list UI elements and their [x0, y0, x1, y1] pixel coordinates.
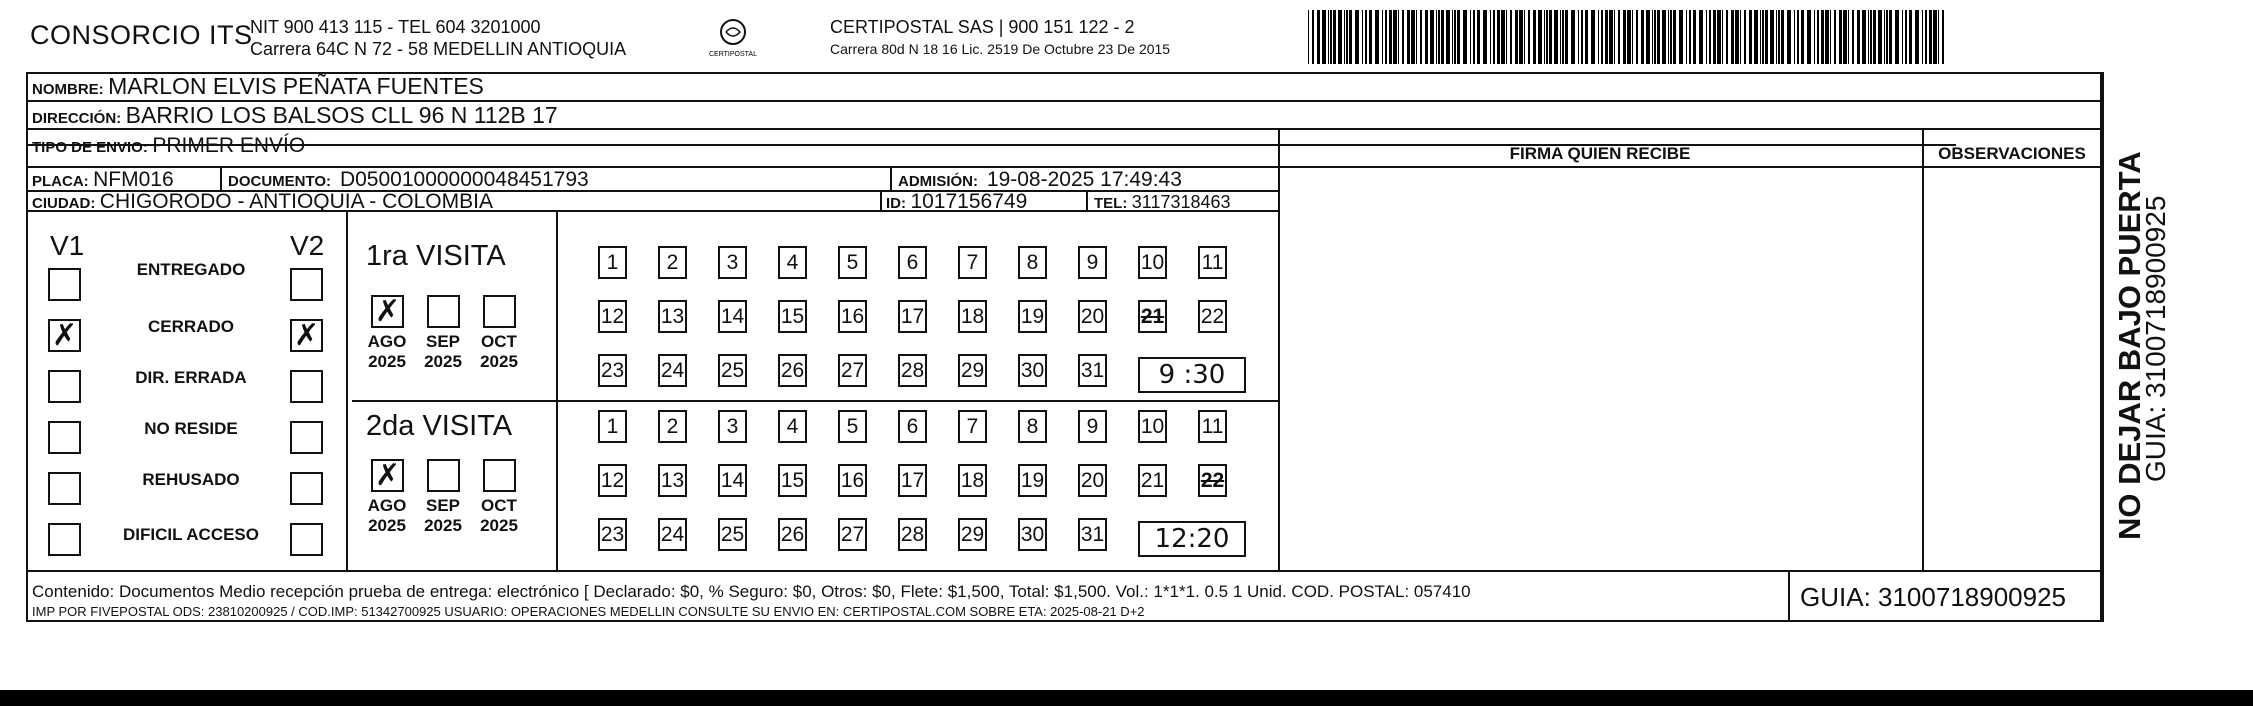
visit2-day-box[interactable]: 2 — [658, 410, 687, 443]
status-v2-checkbox[interactable] — [290, 523, 323, 556]
visit2-day-box[interactable]: 3 — [718, 410, 747, 443]
visit2-day-box[interactable]: 28 — [898, 518, 927, 551]
id-value: 1017156749 — [910, 190, 1028, 213]
month-name: AGO — [367, 496, 407, 515]
visit2-month-checkbox[interactable] — [371, 459, 404, 492]
visit2-day-box[interactable]: 9 — [1078, 410, 1107, 443]
visit2-day-box[interactable]: 27 — [838, 518, 867, 551]
tipo-value: PRIMER ENVÍO — [152, 134, 306, 157]
visit1-day-box[interactable]: 31 — [1078, 354, 1107, 387]
brand-name: CONSORCIO ITS — [30, 20, 253, 50]
status-label: NO RESIDE — [144, 419, 238, 438]
documento-field — [228, 168, 589, 192]
visit1-day-box[interactable]: 8 — [1018, 246, 1047, 279]
visit2-day-box[interactable]: 23 — [598, 518, 627, 551]
direccion-label: DIRECCIÓN: — [32, 110, 122, 127]
side-guia: GUIA: 3100718900925 — [2140, 195, 2171, 482]
visit2-day-box[interactable]: 31 — [1078, 518, 1107, 551]
admision-value: 19-08-2025 17:49:43 — [986, 168, 1182, 191]
admision-label: ADMISIÓN: — [898, 173, 978, 190]
company-address: Carrera 64C N 72 - 58 MEDELLIN ANTIOQUIA — [250, 39, 627, 59]
visit1-day-box[interactable]: 20 — [1078, 300, 1107, 333]
nombre-row — [32, 73, 484, 100]
tel-label: TEL: — [1094, 195, 1128, 212]
placa-field — [32, 168, 174, 192]
status-v1-checkbox[interactable] — [48, 421, 81, 454]
tel-field — [1094, 192, 1231, 213]
status-v2-checkbox[interactable] — [290, 268, 323, 301]
visit1-month-checkbox[interactable] — [483, 295, 516, 328]
visit1-day-box[interactable]: 1 — [598, 246, 627, 279]
visit2-month-label — [418, 496, 468, 536]
tipo-row — [32, 134, 305, 158]
visit1-day-box[interactable]: 21 — [1138, 300, 1167, 333]
visit1-day-box[interactable]: 2 — [658, 246, 687, 279]
check-mark: ✗ — [52, 318, 78, 353]
documento-value: D05001000000048451793 — [339, 168, 589, 191]
certipostal-license: Carrera 80d N 18 16 Lic. 2519 De Octubre 23 De 2015 — [830, 41, 1171, 57]
month-year: 2025 — [368, 352, 406, 371]
visit1-day-box[interactable]: 24 — [658, 354, 687, 387]
month-year: 2025 — [480, 516, 518, 535]
visit2-day-box[interactable]: 4 — [778, 410, 807, 443]
visit2-day-box[interactable]: 11 — [1198, 410, 1227, 443]
visit2-day-box[interactable]: 7 — [958, 410, 987, 443]
visit1-day-box[interactable]: 4 — [778, 246, 807, 279]
visit1-day-box[interactable]: 16 — [838, 300, 867, 333]
visit2-day-box[interactable]: 10 — [1138, 410, 1167, 443]
visit2-month-checkbox[interactable] — [427, 459, 460, 492]
logo-caption: CERTIPOSTAL — [709, 51, 757, 58]
visit1-day-box[interactable]: 28 — [898, 354, 927, 387]
v1-header: V1 — [50, 230, 85, 261]
status-v2-checkbox[interactable] — [290, 370, 323, 403]
check-mark: ✗ — [294, 318, 320, 353]
placa-label: PLACA: — [32, 173, 89, 190]
visit2-day-box[interactable]: 8 — [1018, 410, 1047, 443]
check-mark: ✗ — [375, 294, 401, 329]
status-label: REHUSADO — [142, 470, 240, 489]
visit1-month-label — [362, 332, 412, 372]
nombre-value: MARLON ELVIS PEÑATA FUENTES — [108, 73, 484, 99]
company-info — [250, 16, 626, 60]
visit1-day-box[interactable]: 7 — [958, 246, 987, 279]
id-field — [886, 190, 1027, 214]
status-v2-checkbox[interactable] — [290, 472, 323, 505]
certipostal-info — [830, 16, 1170, 60]
tel-value: 3117318463 — [1131, 192, 1231, 212]
month-name: SEP — [425, 332, 461, 351]
visit1-day-box[interactable]: 26 — [778, 354, 807, 387]
company-nit: NIT 900 413 115 - TEL 604 3201000 — [250, 17, 541, 37]
visit2-day-box[interactable]: 16 — [838, 464, 867, 497]
visit1-day-box[interactable]: 12 — [598, 300, 627, 333]
visit1-month-checkbox[interactable] — [427, 295, 460, 328]
visit1-time[interactable]: 9 :30 — [1138, 357, 1246, 393]
nombre-label: NOMBRE: — [32, 81, 104, 98]
footer-guia: GUIA: 3100718900925 — [1800, 582, 2066, 612]
visit1-month-label — [418, 332, 468, 372]
id-label: ID: — [886, 195, 906, 212]
visit1-day-box[interactable]: 27 — [838, 354, 867, 387]
status-v1-checkbox[interactable] — [48, 472, 81, 505]
documento-label: DOCUMENTO: — [228, 173, 332, 190]
observaciones-header: OBSERVACIONES — [1938, 144, 2086, 163]
status-label: CERRADO — [148, 317, 234, 336]
visit1-title: 1ra VISITA — [366, 240, 506, 272]
tipo-label: TIPO DE ENVIO: — [32, 139, 148, 156]
visit2-day-box[interactable]: 29 — [958, 518, 987, 551]
visit1-day-box[interactable]: 29 — [958, 354, 987, 387]
ciudad-label: CIUDAD: — [32, 195, 96, 212]
certipostal-nit: CERTIPOSTAL SAS | 900 151 122 - 2 — [830, 17, 1135, 37]
month-year: 2025 — [424, 352, 462, 371]
month-name: AGO — [367, 332, 407, 351]
direccion-value: BARRIO LOS BALSOS CLL 96 N 112B 17 — [125, 102, 558, 128]
visit2-day-box[interactable]: 6 — [898, 410, 927, 443]
visit2-day-box[interactable]: 26 — [778, 518, 807, 551]
status-v1-checkbox[interactable] — [48, 370, 81, 403]
barcode — [1308, 10, 1946, 64]
side-warning: NO DEJAR BAJO PUERTA — [2112, 151, 2147, 540]
visit2-day-box[interactable]: 1 — [598, 410, 627, 443]
visit1-day-box[interactable]: 22 — [1198, 300, 1227, 333]
visit1-day-box[interactable]: 25 — [718, 354, 747, 387]
status-v1-checkbox[interactable] — [48, 268, 81, 301]
direccion-row — [32, 102, 558, 129]
month-year: 2025 — [480, 352, 518, 371]
certipostal-logo — [708, 14, 758, 64]
status-v2-checkbox[interactable] — [290, 319, 323, 352]
visit1-day-box[interactable]: 6 — [898, 246, 927, 279]
visit2-title: 2da VISITA — [366, 410, 513, 442]
ciudad-value: CHIGORODO - ANTIOQUIA - COLOMBIA — [99, 190, 493, 213]
month-year: 2025 — [368, 516, 406, 535]
visit2-day-box[interactable]: 24 — [658, 518, 687, 551]
visit1-day-box[interactable]: 19 — [1018, 300, 1047, 333]
status-label: DIFICIL ACCESO — [122, 525, 259, 544]
visit2-month-label — [362, 496, 412, 536]
visit2-day-box[interactable]: 19 — [1018, 464, 1047, 497]
visit2-month-checkbox[interactable] — [483, 459, 516, 492]
visit2-time[interactable]: 12:20 — [1138, 521, 1246, 557]
visit2-month-label — [474, 496, 524, 536]
admision-field — [898, 168, 1182, 192]
month-name: OCT — [481, 332, 517, 351]
visit1-day-box[interactable]: 13 — [658, 300, 687, 333]
status-v2-checkbox[interactable] — [290, 421, 323, 454]
visit2-day-box[interactable]: 12 — [598, 464, 627, 497]
visit1-day-box[interactable]: 9 — [1078, 246, 1107, 279]
visit2-day-box[interactable]: 20 — [1078, 464, 1107, 497]
visit1-day-box[interactable]: 23 — [598, 354, 627, 387]
visit1-day-box[interactable]: 3 — [718, 246, 747, 279]
visit1-day-box[interactable]: 14 — [718, 300, 747, 333]
visit2-day-box[interactable]: 22 — [1198, 464, 1227, 497]
visit2-day-box[interactable]: 18 — [958, 464, 987, 497]
visit1-day-box[interactable]: 10 — [1138, 246, 1167, 279]
status-v1-checkbox[interactable] — [48, 319, 81, 352]
visit2-day-box[interactable]: 13 — [658, 464, 687, 497]
visit1-day-box[interactable]: 15 — [778, 300, 807, 333]
status-v1-checkbox[interactable] — [48, 523, 81, 556]
visit2-day-box[interactable]: 21 — [1138, 464, 1167, 497]
month-name: SEP — [425, 496, 461, 515]
footer-print-line: IMP POR FIVEPOSTAL ODS: 23810200925 / COD.IMP: 51342700925 USUARIO: OPERACIONES MEDELLIN CONSULTE SU ENVIO EN: CERTIPOSTAL.COM SOBRE ETA: 2025-08-21 D+2 — [32, 604, 1145, 619]
visit2-day-box[interactable]: 30 — [1018, 518, 1047, 551]
visit2-day-box[interactable]: 15 — [778, 464, 807, 497]
visit1-month-checkbox[interactable] — [371, 295, 404, 328]
status-label: DIR. ERRADA — [135, 368, 247, 387]
ciudad-field — [32, 190, 493, 214]
visit1-month-label — [474, 332, 524, 372]
v2-header: V2 — [290, 230, 325, 261]
check-mark: ✗ — [375, 458, 401, 493]
visit2-day-box[interactable]: 17 — [898, 464, 927, 497]
visit1-day-box[interactable]: 17 — [898, 300, 927, 333]
visit1-day-box[interactable]: 30 — [1018, 354, 1047, 387]
month-name: OCT — [481, 496, 517, 515]
month-year: 2025 — [424, 516, 462, 535]
scan-edge — [0, 690, 2253, 706]
status-label: ENTREGADO — [136, 260, 246, 279]
visit1-day-box[interactable]: 11 — [1198, 246, 1227, 279]
visit2-day-box[interactable]: 14 — [718, 464, 747, 497]
visit2-day-box[interactable]: 25 — [718, 518, 747, 551]
placa-value: NFM016 — [93, 168, 174, 191]
visit2-day-box[interactable]: 5 — [838, 410, 867, 443]
visit1-day-box[interactable]: 5 — [838, 246, 867, 279]
visit1-day-box[interactable]: 18 — [958, 300, 987, 333]
firma-header: FIRMA QUIEN RECIBE — [1509, 144, 1691, 163]
footer-content-line: Contenido: Documentos Medio recepción prueba de entrega: electrónico [ Declarado: $0, % Seguro: $0, Otros: $0, Flete: $1,500, Total: $1,500. Vol.: 1*1*1. 0.5 1 Unid. COD. POSTAL: 057410 — [32, 582, 1471, 601]
